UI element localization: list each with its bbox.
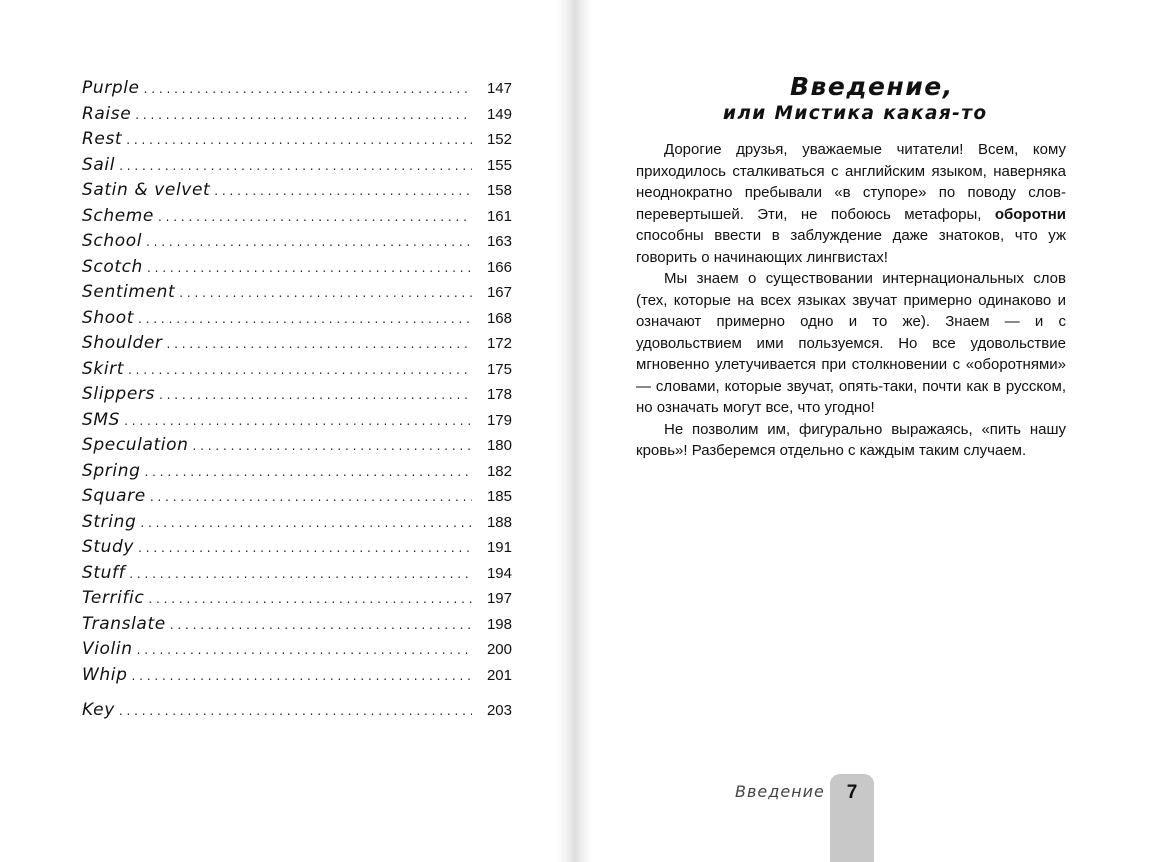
- toc-leader-dots: [159, 383, 472, 409]
- toc-entry: [82, 127, 512, 153]
- toc-entry: [82, 229, 512, 255]
- page-number: 7: [846, 782, 858, 803]
- toc-word: Whip: [82, 664, 128, 685]
- toc-leader-dots: [144, 77, 472, 103]
- toc-entry: [82, 76, 512, 102]
- toc-leader-dots: [144, 460, 472, 486]
- chapter-body: [636, 139, 1066, 462]
- toc-page-number: 191: [486, 539, 512, 556]
- toc-leader-dots: [158, 205, 472, 231]
- book-gutter: [556, 0, 592, 862]
- toc-leader-dots: [170, 613, 472, 639]
- right-page: [590, 0, 1150, 862]
- toc-page-number: 198: [486, 615, 512, 633]
- toc-word: String: [82, 511, 137, 532]
- toc-page-number: 200: [486, 641, 512, 658]
- toc-leader-dots: [135, 103, 472, 129]
- toc-leader-dots: [138, 536, 472, 562]
- toc-page-number: 182: [486, 462, 512, 480]
- paragraph-3: Не позволим им, фигурально выражаясь, «пить нашу кровь»! Разберемся отдельно с каждым таким случаем.: [636, 420, 1066, 459]
- toc-word: Scotch: [82, 256, 143, 277]
- chapter-subtitle: или Мистика какая-то: [723, 103, 988, 124]
- toc-word: Sail: [82, 154, 116, 175]
- toc-entry: [82, 637, 512, 663]
- toc-word: Square: [82, 486, 146, 506]
- toc-leader-dots: [147, 256, 472, 282]
- toc-leader-dots: [126, 128, 472, 154]
- toc-leader-dots: [146, 230, 472, 256]
- toc-entry: [82, 433, 512, 459]
- toc-entry: [82, 153, 512, 179]
- toc-page-number: 158: [486, 182, 512, 199]
- toc-page-number: 155: [486, 156, 512, 174]
- toc-page-number: 152: [486, 131, 512, 148]
- toc-word: Key: [82, 700, 115, 720]
- running-footer: Введение: [735, 782, 825, 801]
- toc-page-number: 197: [486, 590, 512, 607]
- toc-leader-dots: [140, 511, 472, 537]
- page-number-tab: [830, 774, 874, 862]
- toc-word: Speculation: [82, 435, 189, 455]
- toc-entry: [82, 331, 512, 357]
- toc-page-number: 175: [486, 360, 512, 378]
- toc-leader-dots: [148, 587, 472, 613]
- toc-entry: [82, 535, 512, 561]
- bold-term: оборотни: [994, 205, 1066, 223]
- toc-page-number: 178: [486, 386, 512, 403]
- chapter-title: Введение,: [790, 72, 954, 101]
- toc-leader-dots: [214, 179, 472, 205]
- toc-page-number: 167: [486, 284, 512, 301]
- toc-page-number: 149: [486, 105, 512, 123]
- toc-word: Rest: [82, 129, 123, 149]
- toc-entry: [82, 178, 512, 204]
- toc-entry: [82, 561, 512, 587]
- toc-leader-dots: [124, 409, 472, 435]
- toc-word: Stuff: [82, 562, 126, 583]
- toc-entry: [82, 663, 512, 689]
- toc-page-number: 161: [486, 207, 512, 225]
- toc-page-number: 179: [486, 411, 512, 429]
- toc-word: Scheme: [82, 205, 154, 226]
- toc-word: Violin: [82, 639, 133, 659]
- toc-leader-dots: [179, 281, 472, 307]
- left-page: [0, 0, 572, 862]
- toc-word: Sentiment: [82, 282, 176, 302]
- toc-leader-dots: [129, 562, 472, 588]
- toc-page-number: 168: [486, 309, 512, 327]
- toc-word: Study: [82, 537, 135, 557]
- toc-leader-dots: [150, 485, 472, 511]
- toc-entry: [82, 102, 512, 128]
- toc-page-number: 203: [486, 702, 512, 719]
- toc-word: Slippers: [82, 384, 155, 404]
- toc-leader-dots: [128, 358, 472, 384]
- toc-word: Terrific: [82, 588, 145, 608]
- toc-word: SMS: [82, 409, 121, 430]
- toc-word: Spring: [82, 460, 141, 481]
- toc-leader-dots: [119, 699, 472, 725]
- toc-page-number: 180: [486, 437, 512, 454]
- toc-entry: [82, 306, 512, 332]
- paragraph-1: [636, 139, 1066, 268]
- paragraph-1-start: Дорогие друзья, уважаемые читатели! Всем, кому приходилось сталкиваться с английским языком, наверняка неоднократно пребывали «в ступоре» по поводу слов-перевертышей. Эти, не побоюсь метафоры,: [636, 141, 1066, 223]
- toc-entry: [82, 280, 512, 306]
- toc-leader-dots: [119, 154, 472, 180]
- toc-page-number: 172: [486, 335, 512, 352]
- toc-leader-dots: [167, 332, 472, 358]
- toc-entry: [82, 357, 512, 383]
- toc-word: Shoot: [82, 307, 135, 328]
- toc-word: School: [82, 231, 143, 251]
- toc-entry: [82, 408, 512, 434]
- toc-entry: [82, 698, 512, 724]
- toc-word: Satin & velvet: [82, 180, 211, 200]
- toc-entry: [82, 204, 512, 230]
- toc-leader-dots: [132, 664, 473, 690]
- toc-entry: [82, 510, 512, 536]
- paragraph-1-end: способны ввести в заблуждение даже знатоков, что уж говорить о начинающих лингвистах!: [636, 227, 1066, 266]
- table-of-contents: [82, 76, 512, 724]
- toc-page-number: 185: [486, 488, 512, 505]
- toc-entry: [82, 255, 512, 281]
- toc-word: Raise: [82, 103, 132, 124]
- toc-leader-dots: [137, 638, 472, 664]
- toc-page-number: 166: [486, 258, 512, 276]
- toc-page-number: 147: [486, 80, 512, 97]
- toc-page-number: 201: [486, 666, 512, 684]
- toc-page-number: 163: [486, 233, 512, 250]
- toc-word: Translate: [82, 613, 166, 634]
- toc-leader-dots: [138, 307, 472, 333]
- paragraph-2: Мы знаем о существовании интернациональных слов (тех, которые на всех языках звучат примерно одинаково и означают примерно одно и то же). Знаем — и с удовольствием ими пользуемся. Но все удовольствие мгновенно улетучивается при столкновении с «оборотнями» — словами, которые звучат, опять-таки, почти как в русском, но означать могут все, что угодно!: [636, 270, 1066, 416]
- toc-word: Purple: [82, 78, 140, 98]
- toc-entry: [82, 382, 512, 408]
- toc-entry: [82, 612, 512, 638]
- toc-leader-dots: [192, 434, 472, 460]
- toc-page-number: 194: [486, 564, 512, 582]
- toc-entry: [82, 586, 512, 612]
- toc-entry: [82, 459, 512, 485]
- toc-word: Skirt: [82, 358, 125, 379]
- toc-page-number: 188: [486, 513, 512, 531]
- toc-word: Shoulder: [82, 333, 163, 353]
- toc-entry: [82, 484, 512, 510]
